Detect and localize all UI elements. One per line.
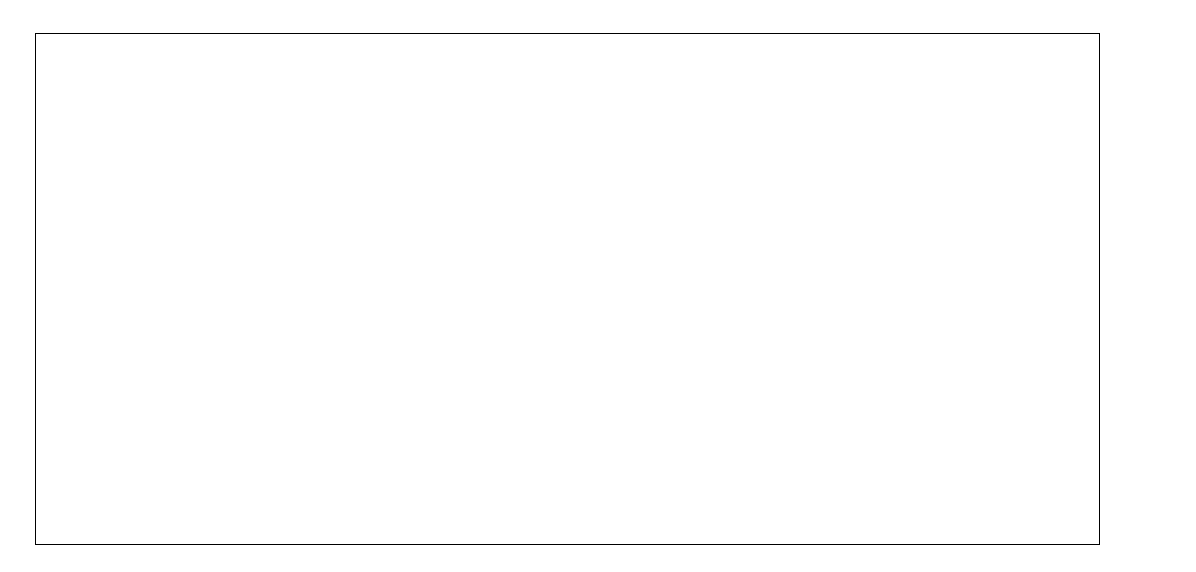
y-axis: [0, 33, 30, 545]
colorbar: [1107, 33, 1160, 545]
x-axis: [35, 548, 1100, 568]
heatmap-grid: [35, 33, 1100, 545]
